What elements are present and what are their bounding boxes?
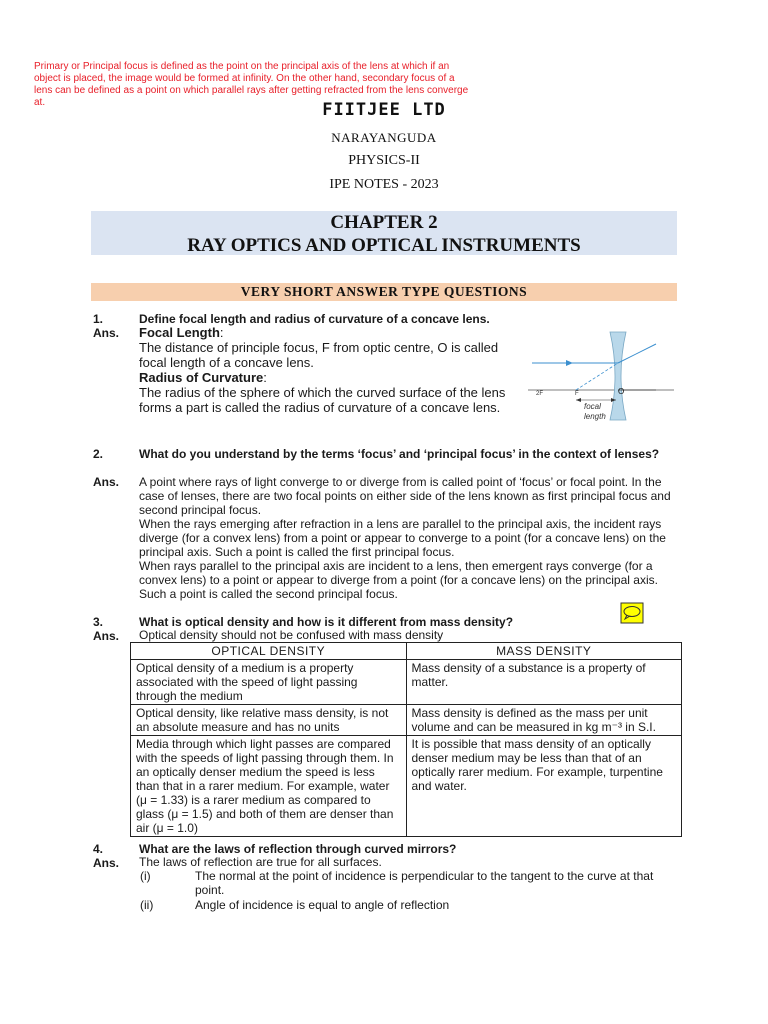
table-cell: Media through which light passes are compared with the speeds of light passing through them. In an optically denser medium the speed is less than that in a rarer medium. For example, water (μ = 1.33) is a rarer medium as compared to glass (μ = 1.5) and both of them are denser than air (μ = 1.0) — [131, 736, 407, 837]
label-length: length — [584, 412, 606, 421]
q4-question: What are the laws of reflection through curved mirrors? — [139, 842, 457, 856]
radius-heading-text: Radius of Curvature — [139, 370, 264, 385]
label-o: O — [618, 387, 625, 396]
table-cell: Optical density of a medium is a property associated with the speed of light passing through the medium — [131, 660, 407, 705]
branch-name: NARAYANGUDA — [331, 130, 437, 145]
table-row — [131, 736, 682, 837]
section-title: VERY SHORT ANSWER TYPE QUESTIONS — [91, 283, 677, 301]
ray-arrow-1 — [566, 360, 573, 366]
q1-answer — [139, 325, 519, 415]
subject-name: PHYSICS-II — [348, 153, 420, 168]
q4-item-text: Angle of incidence is equal to angle of reflection — [195, 898, 450, 912]
q2-paragraph-1: A point where rays of light converge to or diverge from is called point of ‘focus’ or focal point. In the case of lenses, there are two focal points on either side of the lens known as first principal focus and second principal focus. — [139, 475, 671, 517]
chapter-banner — [91, 211, 677, 255]
table-cell: Mass density is defined as the mass per unit volume and can be measured in kg m⁻³ in S.I. — [406, 705, 682, 736]
q3-intro: Optical density should not be confused with mass density — [139, 628, 444, 642]
q2-ans-label: Ans. — [93, 475, 120, 489]
comment-icon[interactable] — [620, 602, 644, 624]
q2-question: What do you understand by the terms ‘focus’ and ‘principal focus’ in the context of lenses? — [139, 447, 660, 461]
focal-length-colon: : — [219, 325, 224, 340]
table-header-row — [131, 643, 682, 660]
label-focal: focal — [584, 402, 601, 411]
table-row — [131, 705, 682, 736]
q1-number: 1. — [93, 312, 104, 326]
chapter-number: CHAPTER 2 — [330, 212, 438, 233]
table-cell: Mass density of a substance is a property of matter. — [406, 660, 682, 705]
focal-length-heading — [139, 325, 519, 340]
refracted-ray — [618, 344, 656, 363]
radius-colon: : — [263, 370, 267, 385]
q3-ans-label: Ans. — [93, 629, 120, 643]
label-2f: 2F — [536, 391, 544, 397]
margin-note: Primary or Principal focus is defined as the point on the principal axis of the lens at which if an object is placed, the image would be formed at infinity. On the other hand, secondary focus of a lens can be defined as a point on which parallel rays after getting refracted from the lens converge at. — [34, 61, 469, 108]
table-row — [131, 660, 682, 705]
q2-paragraph-2: When the rays emerging after refraction in a lens are parallel to the principal axis, the incident rays diverge (for a convex lens) from a point or appear to converge to a point (for a concave lens) on the principal axis. Such a point is called the first principal focus. — [139, 517, 666, 559]
q1-ans-label: Ans. — [93, 326, 120, 340]
q4-item-number: (ii) — [140, 898, 154, 912]
column-header-mass: MASS DENSITY — [406, 643, 682, 660]
density-comparison-table — [130, 642, 682, 837]
q4-intro: The laws of reflection are true for all surfaces. — [139, 855, 382, 869]
q1-question: Define focal length and radius of curvature of a concave lens. — [139, 312, 490, 326]
q4-number: 4. — [93, 842, 104, 856]
focal-length-text: The distance of principle focus, F from optic centre, O is called focal length of a concave lens. — [139, 340, 499, 370]
concave-lens — [610, 332, 626, 420]
notes-title: IPE NOTES - 2023 — [329, 177, 439, 192]
arrow-left — [576, 398, 581, 402]
focal-length-heading-text: Focal Length — [139, 325, 220, 340]
radius-heading — [139, 370, 519, 385]
q3-number: 3. — [93, 615, 104, 629]
q2-paragraph-3: When rays parallel to the principal axis are incident to a lens, then emergent rays converge (for a convex lens) to a point or appear to diverge from a point (for a concave lens) on the principal axis. Such a point is called the second principal focus. — [139, 559, 658, 601]
virtual-ray — [576, 363, 618, 390]
column-header-optical: OPTICAL DENSITY — [131, 643, 407, 660]
chapter-title: RAY OPTICS AND OPTICAL INSTRUMENTS — [187, 235, 581, 256]
q2-number: 2. — [93, 447, 104, 461]
table-cell: Optical density, like relative mass density, is not an absolute measure and has no units — [131, 705, 407, 736]
q4-item-number: (i) — [140, 869, 151, 883]
q4-ans-label: Ans. — [93, 856, 120, 870]
q3-question: What is optical density and how is it different from mass density? — [139, 615, 514, 629]
table-cell: It is possible that mass density of an optically denser medium may be less than that of an optically rarer medium. For example, turpentine and water. — [406, 736, 682, 837]
concave-lens-diagram — [526, 330, 676, 422]
radius-text: The radius of the sphere of which the curved surface of the lens forms a part is called the radius of curvature of a concave lens. — [139, 385, 506, 415]
label-f: F — [575, 391, 579, 397]
q2-answer — [139, 475, 677, 601]
brand-logo: FIITJEE LTD — [322, 100, 446, 120]
q4-item-text: The normal at the point of incidence is perpendicular to the tangent to the curve at that point. — [195, 869, 654, 897]
